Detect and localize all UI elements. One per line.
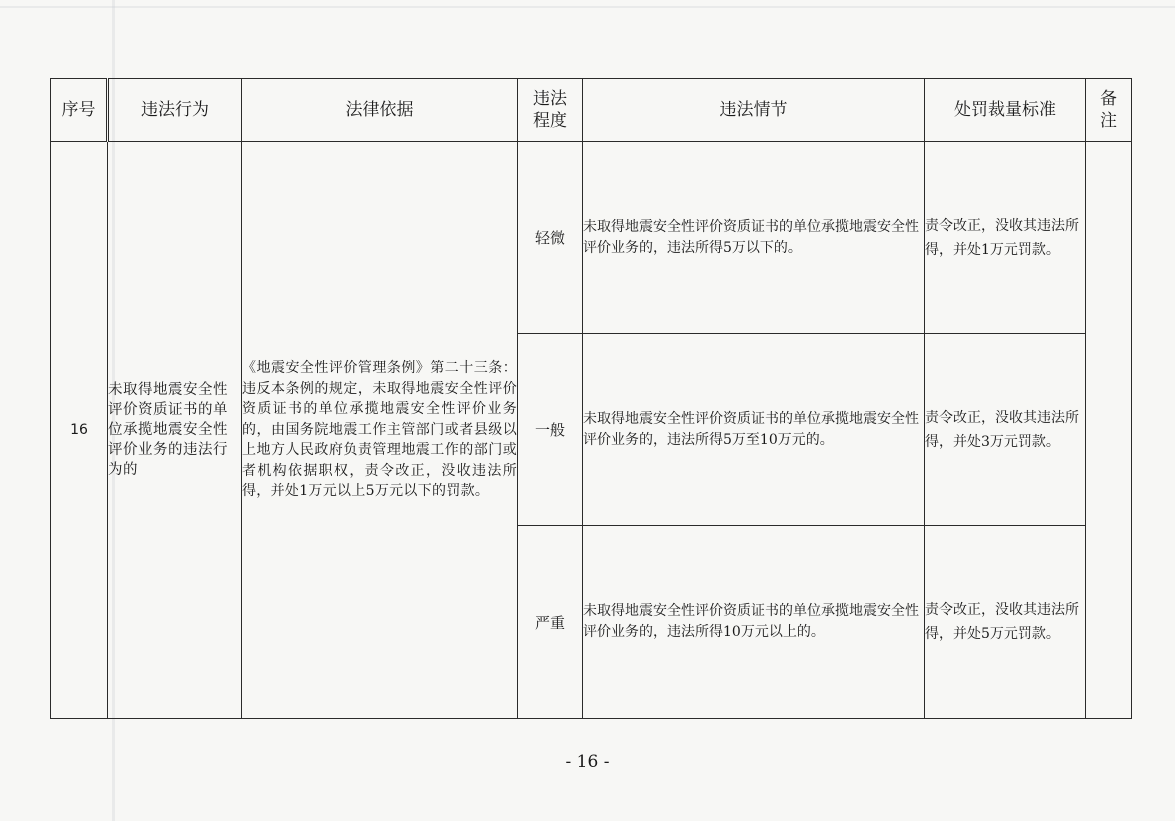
note-cell — [1086, 142, 1132, 719]
header-degree — [518, 79, 583, 142]
header-violation-act: 违法行为 — [108, 79, 242, 142]
degree-cell-serious: 严重 — [518, 526, 583, 719]
header-note-line1: 备 — [1100, 89, 1117, 109]
row-number: 16 — [51, 142, 108, 719]
legal-basis-cell: 《地震安全性评价管理条例》第二十三条：违反本条例的规定，未取得地震安全性评价资质证书的单位承揽地震安全性评价业务的，由国务院地震工作主管部门或者县级以上地方人民政府负责管理地震工作的部门或者机构依据职权，责令改正，没收违法所得，并处1万元以上5万元以下的罚款。 — [242, 142, 518, 719]
standard-cell-general: 责令改正，没收其违法所得，并处3万元罚款。 — [925, 334, 1086, 526]
header-legal-basis: 法律依据 — [242, 79, 518, 142]
degree-cell-minor: 轻微 — [518, 142, 583, 334]
header-situation: 违法情节 — [583, 79, 925, 142]
page-number: - 16 - — [565, 752, 610, 772]
situation-cell-general: 未取得地震安全性评价资质证书的单位承揽地震安全性评价业务的，违法所得5万至10万元的。 — [583, 334, 925, 526]
header-degree-line2: 程度 — [533, 111, 567, 131]
header-number: 序号 — [51, 79, 108, 142]
table-header-row — [51, 79, 1132, 142]
violation-act-cell: 未取得地震安全性评价资质证书的单位承揽地震安全性评价业务的违法行为的 — [108, 142, 242, 719]
penalty-standard-table — [50, 78, 1132, 719]
situation-cell-minor: 未取得地震安全性评价资质证书的单位承揽地震安全性评价业务的，违法所得5万以下的。 — [583, 142, 925, 334]
scan-artifact — [0, 6, 1175, 8]
header-note-line2: 注 — [1100, 111, 1117, 131]
header-note — [1086, 79, 1132, 142]
situation-cell-serious: 未取得地震安全性评价资质证书的单位承揽地震安全性评价业务的，违法所得10万元以上的。 — [583, 526, 925, 719]
standard-cell-serious: 责令改正，没收其违法所得，并处5万元罚款。 — [925, 526, 1086, 719]
standard-cell-minor: 责令改正，没收其违法所得，并处1万元罚款。 — [925, 142, 1086, 334]
degree-cell-general: 一般 — [518, 334, 583, 526]
header-penalty-standard: 处罚裁量标准 — [925, 79, 1086, 142]
header-degree-line1: 违法 — [533, 89, 567, 109]
table-row — [51, 142, 1132, 334]
